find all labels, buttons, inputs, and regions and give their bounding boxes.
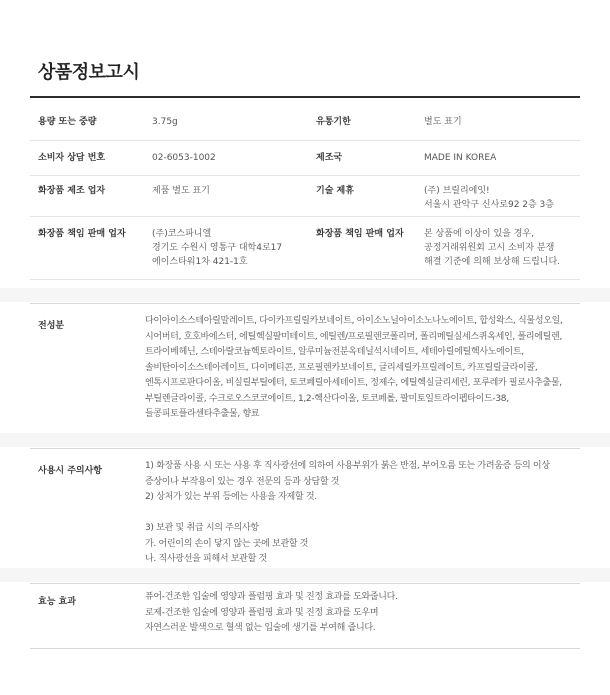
manufacturer-value: 제품 별도 표기 — [152, 186, 210, 196]
caution-body — [145, 459, 572, 568]
ingredients-line: 시어버터, 호호바에스터, 에틸헥실팔미테이트, 에틸렌/프로필렌코폴리머, 폴리메틸실세스퀴옥세인, 폴리에틸렌, — [145, 331, 563, 342]
caution-line: 증상이나 부작용이 있는 경우 전문의 등과 상담할 것 — [145, 476, 340, 487]
seller-line: 경기도 수원시 영통구 대학4로17 — [152, 243, 283, 253]
volume-value: 3.75g — [152, 117, 178, 127]
ingredients-line: 다이아이소스테아릴말레이트, 다이카프릴릴카보네이트, 아이소노닐아이소노나노에이트, 합성왁스, 식물성오일, — [145, 316, 563, 326]
effect-body — [145, 590, 572, 637]
manufacturer-label: 화장품 제조 업자 — [38, 186, 106, 196]
info-row — [30, 176, 580, 217]
effect-section — [30, 583, 580, 649]
expiry-value: 별도 표기 — [424, 117, 462, 127]
ingredients-line: 트라이베헤닌, 스테아랄코늄헥토라이트, 알루미늄전분옥테닐석시네이트, 세테아릴에틸헥사노에이트, — [145, 347, 524, 357]
effect-line: 퓨어-건조한 입술에 영양과 플럼핑 효과 및 진정 효과를 도와줍니다. — [145, 592, 398, 602]
info-row — [30, 217, 580, 280]
ingredients-label: 전성분 — [38, 321, 65, 331]
compensation-line: 공정거래위원회 고시 소비자 분쟁 — [424, 243, 555, 253]
ingredients-line: 엔톡시프로판다이올, 비실릴부틸에터, 토코페릴아세테이트, 정제수, 에틸헥실글리세린, 포루레카 필로사추출물, — [145, 378, 562, 388]
seller-line: (주)코스파니엘 — [152, 229, 212, 239]
caution-line: 2) 상처가 있는 부위 등에는 사용을 자제할 것. — [145, 492, 317, 502]
page-title: 상품정보고시 — [38, 62, 140, 83]
caution-line: 3) 보관 및 취급 시의 주의사항 — [145, 523, 259, 533]
seller-label: 화장품 책임 판매 업자 — [38, 229, 126, 239]
volume-label: 용량 또는 중량 — [38, 117, 97, 127]
compensation-line: 본 상품에 이상이 있을 경우, — [424, 229, 534, 239]
caution-line: 1) 화장품 사용 시 또는 사용 후 직사광선에 의하여 사용부위가 붉은 반점, 부어오름 또는 가려움증 등의 이상 — [145, 461, 550, 471]
info-row — [30, 98, 580, 141]
caution-label: 사용시 주의사항 — [38, 466, 102, 476]
effect-line: 로제-건조한 입술에 영양과 플럼핑 효과 및 진정 효과를 도우며 — [145, 607, 379, 618]
caution-line: 가. 어린이의 손이 닿지 않는 곳에 보관할 것 — [145, 538, 309, 549]
seller-right-label: 화장품 책임 판매 업자 — [316, 229, 404, 239]
section-gap — [0, 433, 610, 447]
caution-line: 나. 직사광선을 피해서 보관할 것 — [145, 554, 267, 564]
compensation-line: 해결 기준에 의해 보상해 드립니다. — [424, 257, 561, 267]
info-row — [30, 141, 580, 176]
country-value: MADE IN KOREA — [424, 153, 497, 163]
ingredients-line: 솔비탄아이소스테아레이트, 다이메티콘, 프로필렌카보네이트, 글리세릴카프릴레이트, 카프릴릴글라이콜, — [145, 362, 538, 373]
tech-partner-line: 서울시 관악구 신사로92 2층 3층 — [424, 200, 554, 210]
ingredients-line: 들콩피토플라센타추출물, 향료 — [145, 409, 260, 419]
ingredients-body — [145, 314, 572, 423]
ingredients-line: 부틸렌글라이콜, 수크로오스코코에이트, 1,2-헥산다이올, 토코페롤, 팔미토일트라이펩타이드-38, — [145, 393, 509, 404]
tech-partner-line: (주) 브릴리에잇! — [424, 186, 490, 196]
consumer-phone-label: 소비자 상담 번호 — [38, 153, 106, 163]
effect-label: 효능 효과 — [38, 597, 76, 607]
expiry-label: 유통기한 — [316, 117, 351, 127]
country-label: 제조국 — [316, 153, 343, 163]
product-info-table — [30, 98, 580, 280]
ingredients-section — [30, 303, 580, 434]
caution-spacer — [145, 506, 572, 522]
caution-section — [30, 448, 580, 579]
tech-partner-label: 기술 제휴 — [316, 186, 354, 196]
section-gap — [0, 288, 610, 302]
effect-line: 자연스러운 발색으로 혈색 없는 입술에 생기를 부여해 줍니다. — [145, 623, 376, 633]
section-gap — [0, 568, 610, 582]
consumer-phone-value: 02-6053-1002 — [152, 153, 216, 163]
seller-line: 에이스타워1차 421-1호 — [152, 257, 248, 267]
